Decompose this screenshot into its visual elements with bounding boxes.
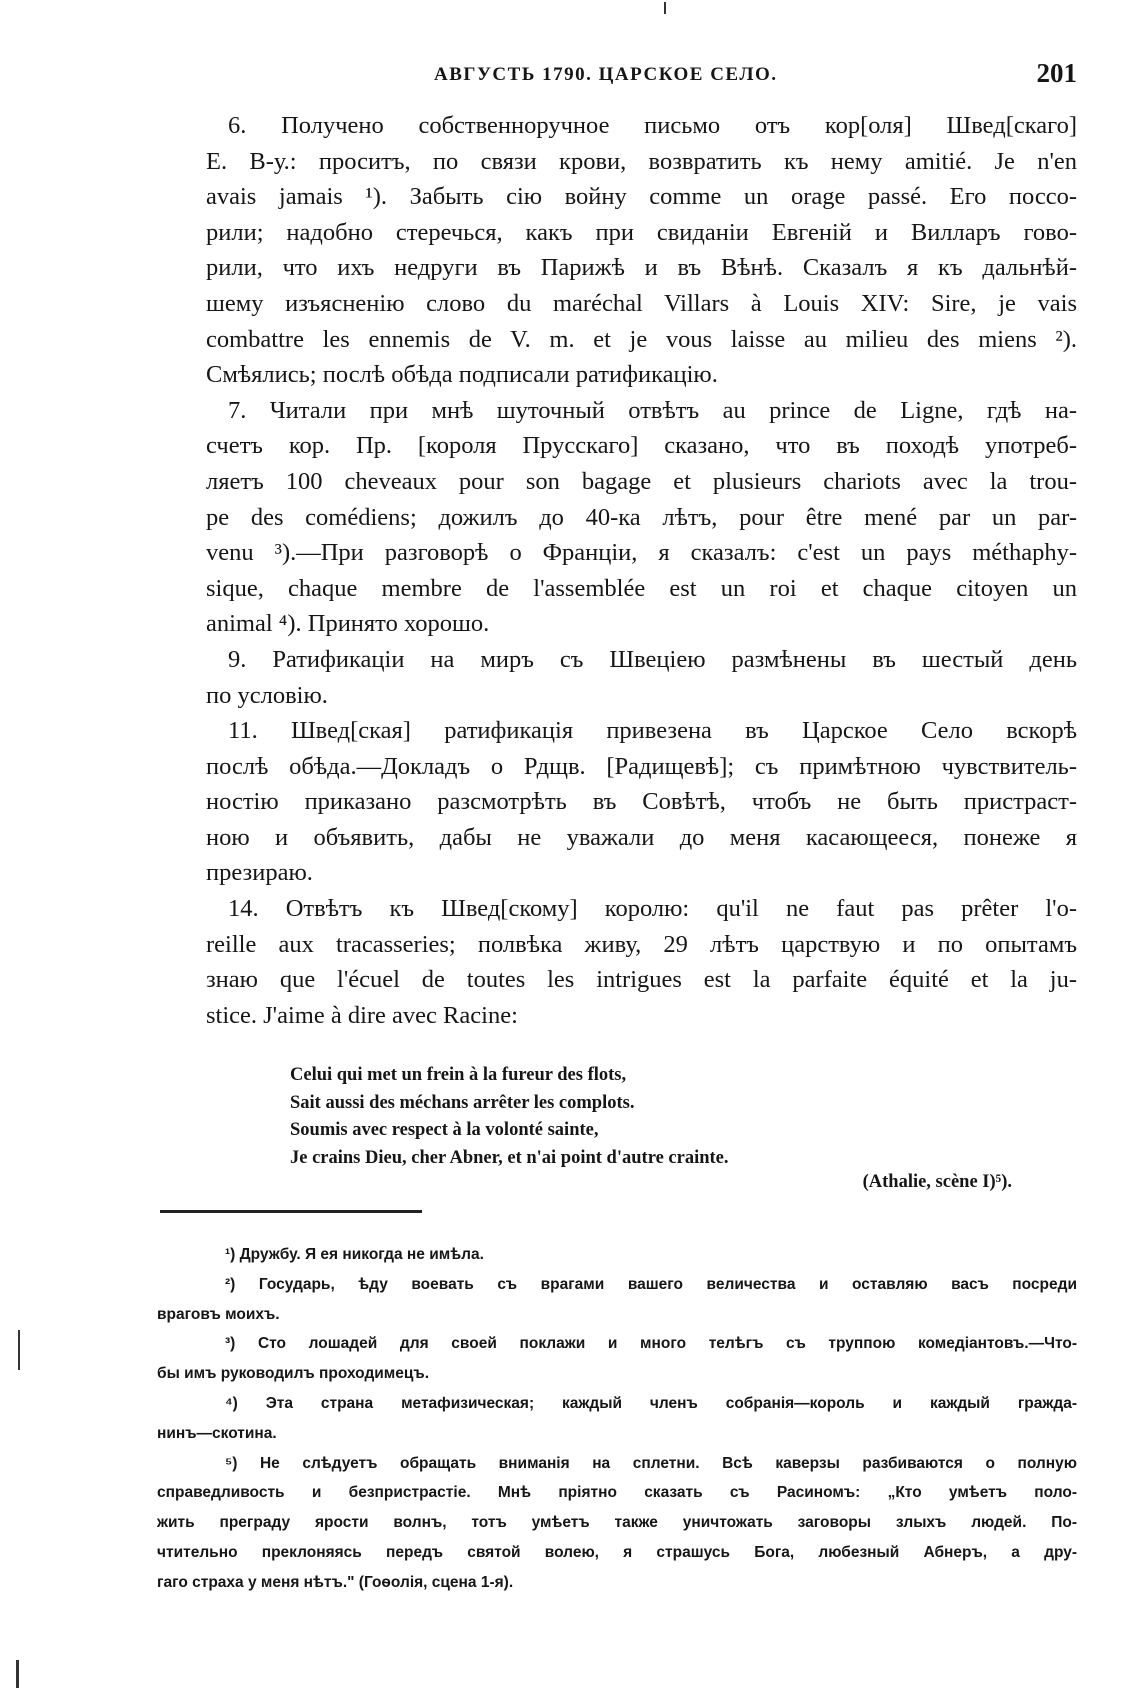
page-header bbox=[206, 58, 1077, 94]
text-line: Е. В-у.: проситъ, по связи крови, возвратить къ нему amitié. Je n'en bbox=[206, 147, 1077, 175]
footnote-separator bbox=[160, 1210, 422, 1213]
text-line: счетъ кор. Пр. [короля Прусскаго] сказано, что въ походѣ употреб- bbox=[206, 432, 1077, 460]
verse-line: Celui qui met un frein à la fureur des flots, bbox=[290, 1065, 627, 1085]
text-line: по условію. bbox=[206, 681, 328, 709]
footnote-line: чтительно преклоняясь передъ святой волею, я страшусь Бога, любезный Абнеръ, а дру- bbox=[157, 1543, 1077, 1561]
text-line: шему изъясненію слово du maréchal Villars à Louis XIV: Sire, je vais bbox=[206, 289, 1077, 317]
text-line: ляетъ 100 cheveaux pour son bagage et plusieurs chariots avec la trou- bbox=[206, 467, 1077, 495]
footnote-line: справедливость и безпристрастіе. Мнѣ пріятно сказать съ Расиномъ: „Кто умѣетъ поло- bbox=[157, 1484, 1077, 1502]
verse-line: Soumis avec respect à la volonté sainte, bbox=[290, 1120, 599, 1141]
scan-artifact bbox=[16, 1660, 19, 1688]
verse-line: Je crains Dieu, cher Abner, et n'ai point d'autre crainte. bbox=[290, 1148, 729, 1169]
page-number: 201 bbox=[1036, 58, 1077, 88]
footnote-line: ⁴) Эта страна метафизическая; каждый членъ собранія—король и каждый гражда- bbox=[225, 1394, 1077, 1412]
text-line: animal ⁴). Принято хорошо. bbox=[206, 610, 490, 638]
text-line: ностію приказано разсмотрѣть въ Совѣтѣ, чтобъ не быть пристраст- bbox=[206, 788, 1077, 816]
text-line: рили, что ихъ недруги въ Парижѣ и въ Вѣнѣ. Сказалъ я къ дальнѣй- bbox=[206, 254, 1077, 282]
text-line: stice. J'aime à dire avec Racine: bbox=[206, 1001, 518, 1029]
text-line: рили; надобно стеречься, какъ при свиданіи Евгеній и Вилларъ гово- bbox=[206, 218, 1077, 246]
footnote-line: гаго страха у меня нѣтъ." (Гоѳолія, сцена 1-я). bbox=[157, 1573, 514, 1591]
footnote-line: ¹) Дружбу. Я ея никогда не имѣла. bbox=[225, 1246, 484, 1263]
footnote-line: ²) Государь, ѣду воевать съ врагами вашего величества и оставляю васъ посреди bbox=[225, 1275, 1077, 1293]
text-line: sique, chaque membre de l'assemblée est un roi et chaque citoyen un bbox=[206, 574, 1077, 602]
text-line: 6. Получено собственноручное письмо отъ кор[оля] Швед[скаго] bbox=[228, 112, 1077, 139]
text-line: avais jamais ¹). Забыть сію войну comme un orage passé. Его поссо- bbox=[206, 183, 1077, 211]
scan-artifact bbox=[664, 2, 666, 14]
text-line: 9. Ратификаціи на миръ съ Швеціею размѣнены въ шестый день bbox=[228, 645, 1077, 673]
text-line: venu ³).—При разговорѣ о Франціи, я сказалъ: c'est un pays méthaphy- bbox=[206, 539, 1077, 567]
scan-artifact bbox=[18, 1330, 20, 1370]
main-text bbox=[206, 108, 1077, 1033]
footnote-line: нинъ—скотина. bbox=[157, 1424, 277, 1442]
verse-line: Sait aussi des méchans arrêter les complots. bbox=[290, 1092, 635, 1113]
verse-attribution: (Athalie, scène I)⁵). bbox=[862, 1172, 1012, 1192]
footnote-line: жить преграду ярости волнъ, тотъ умѣетъ также уничтожать заговоры злыхъ людей. По- bbox=[157, 1514, 1077, 1532]
footnote-line: враговъ моихъ. bbox=[157, 1305, 280, 1323]
text-line: 11. Швед[ская] ратификація привезена въ Царское Село вскорѣ bbox=[228, 717, 1077, 745]
text-line: combattre les ennemis de V. m. et je vous laisse au milieu des miens ²). bbox=[206, 325, 1077, 353]
verse-quote bbox=[290, 1062, 1010, 1173]
text-line: послѣ обѣда.—Докладъ о Рдщв. [Радищевѣ]; съ примѣтною чувствитель- bbox=[206, 752, 1077, 780]
text-line: 14. Отвѣтъ къ Швед[скому] королю: qu'il ne faut pas prêter l'o- bbox=[228, 895, 1077, 923]
text-line: ною и объявить, дабы не уважали до меня касающееся, понеже я bbox=[206, 823, 1077, 851]
footnote-line: ⁵) Не слѣдуетъ обращать вниманія на сплетни. Всѣ каверзы разбиваются о полную bbox=[225, 1454, 1077, 1472]
footnotes bbox=[157, 1240, 1077, 1598]
footnote-line: ³) Сто лошадей для своей поклажи и много телѣгъ съ труппою комедіантовъ.—Что- bbox=[225, 1335, 1077, 1353]
running-title: АВГУСТЬ 1790. ЦАРСКОЕ СЕЛО. bbox=[434, 64, 778, 85]
text-line: Смѣялись; послѣ обѣда подписали ратификацію. bbox=[206, 361, 718, 389]
text-line: pe des comédiens; дожилъ до 40-ка лѣтъ, pour être mené par un par- bbox=[206, 503, 1077, 531]
footnote-line: бы имъ руководилъ проходимецъ. bbox=[157, 1365, 430, 1383]
text-line: reille aux tracasseries; полвѣка живу, 29 лѣтъ царствую и по опытамъ bbox=[206, 930, 1077, 958]
text-line: знаю que l'écuel de toutes les intrigues est la parfaite équité et la ju- bbox=[206, 966, 1077, 994]
text-line: презираю. bbox=[206, 859, 313, 887]
text-line: 7. Читали при мнѣ шуточный отвѣтъ au prince de Ligne, гдѣ на- bbox=[228, 396, 1077, 424]
